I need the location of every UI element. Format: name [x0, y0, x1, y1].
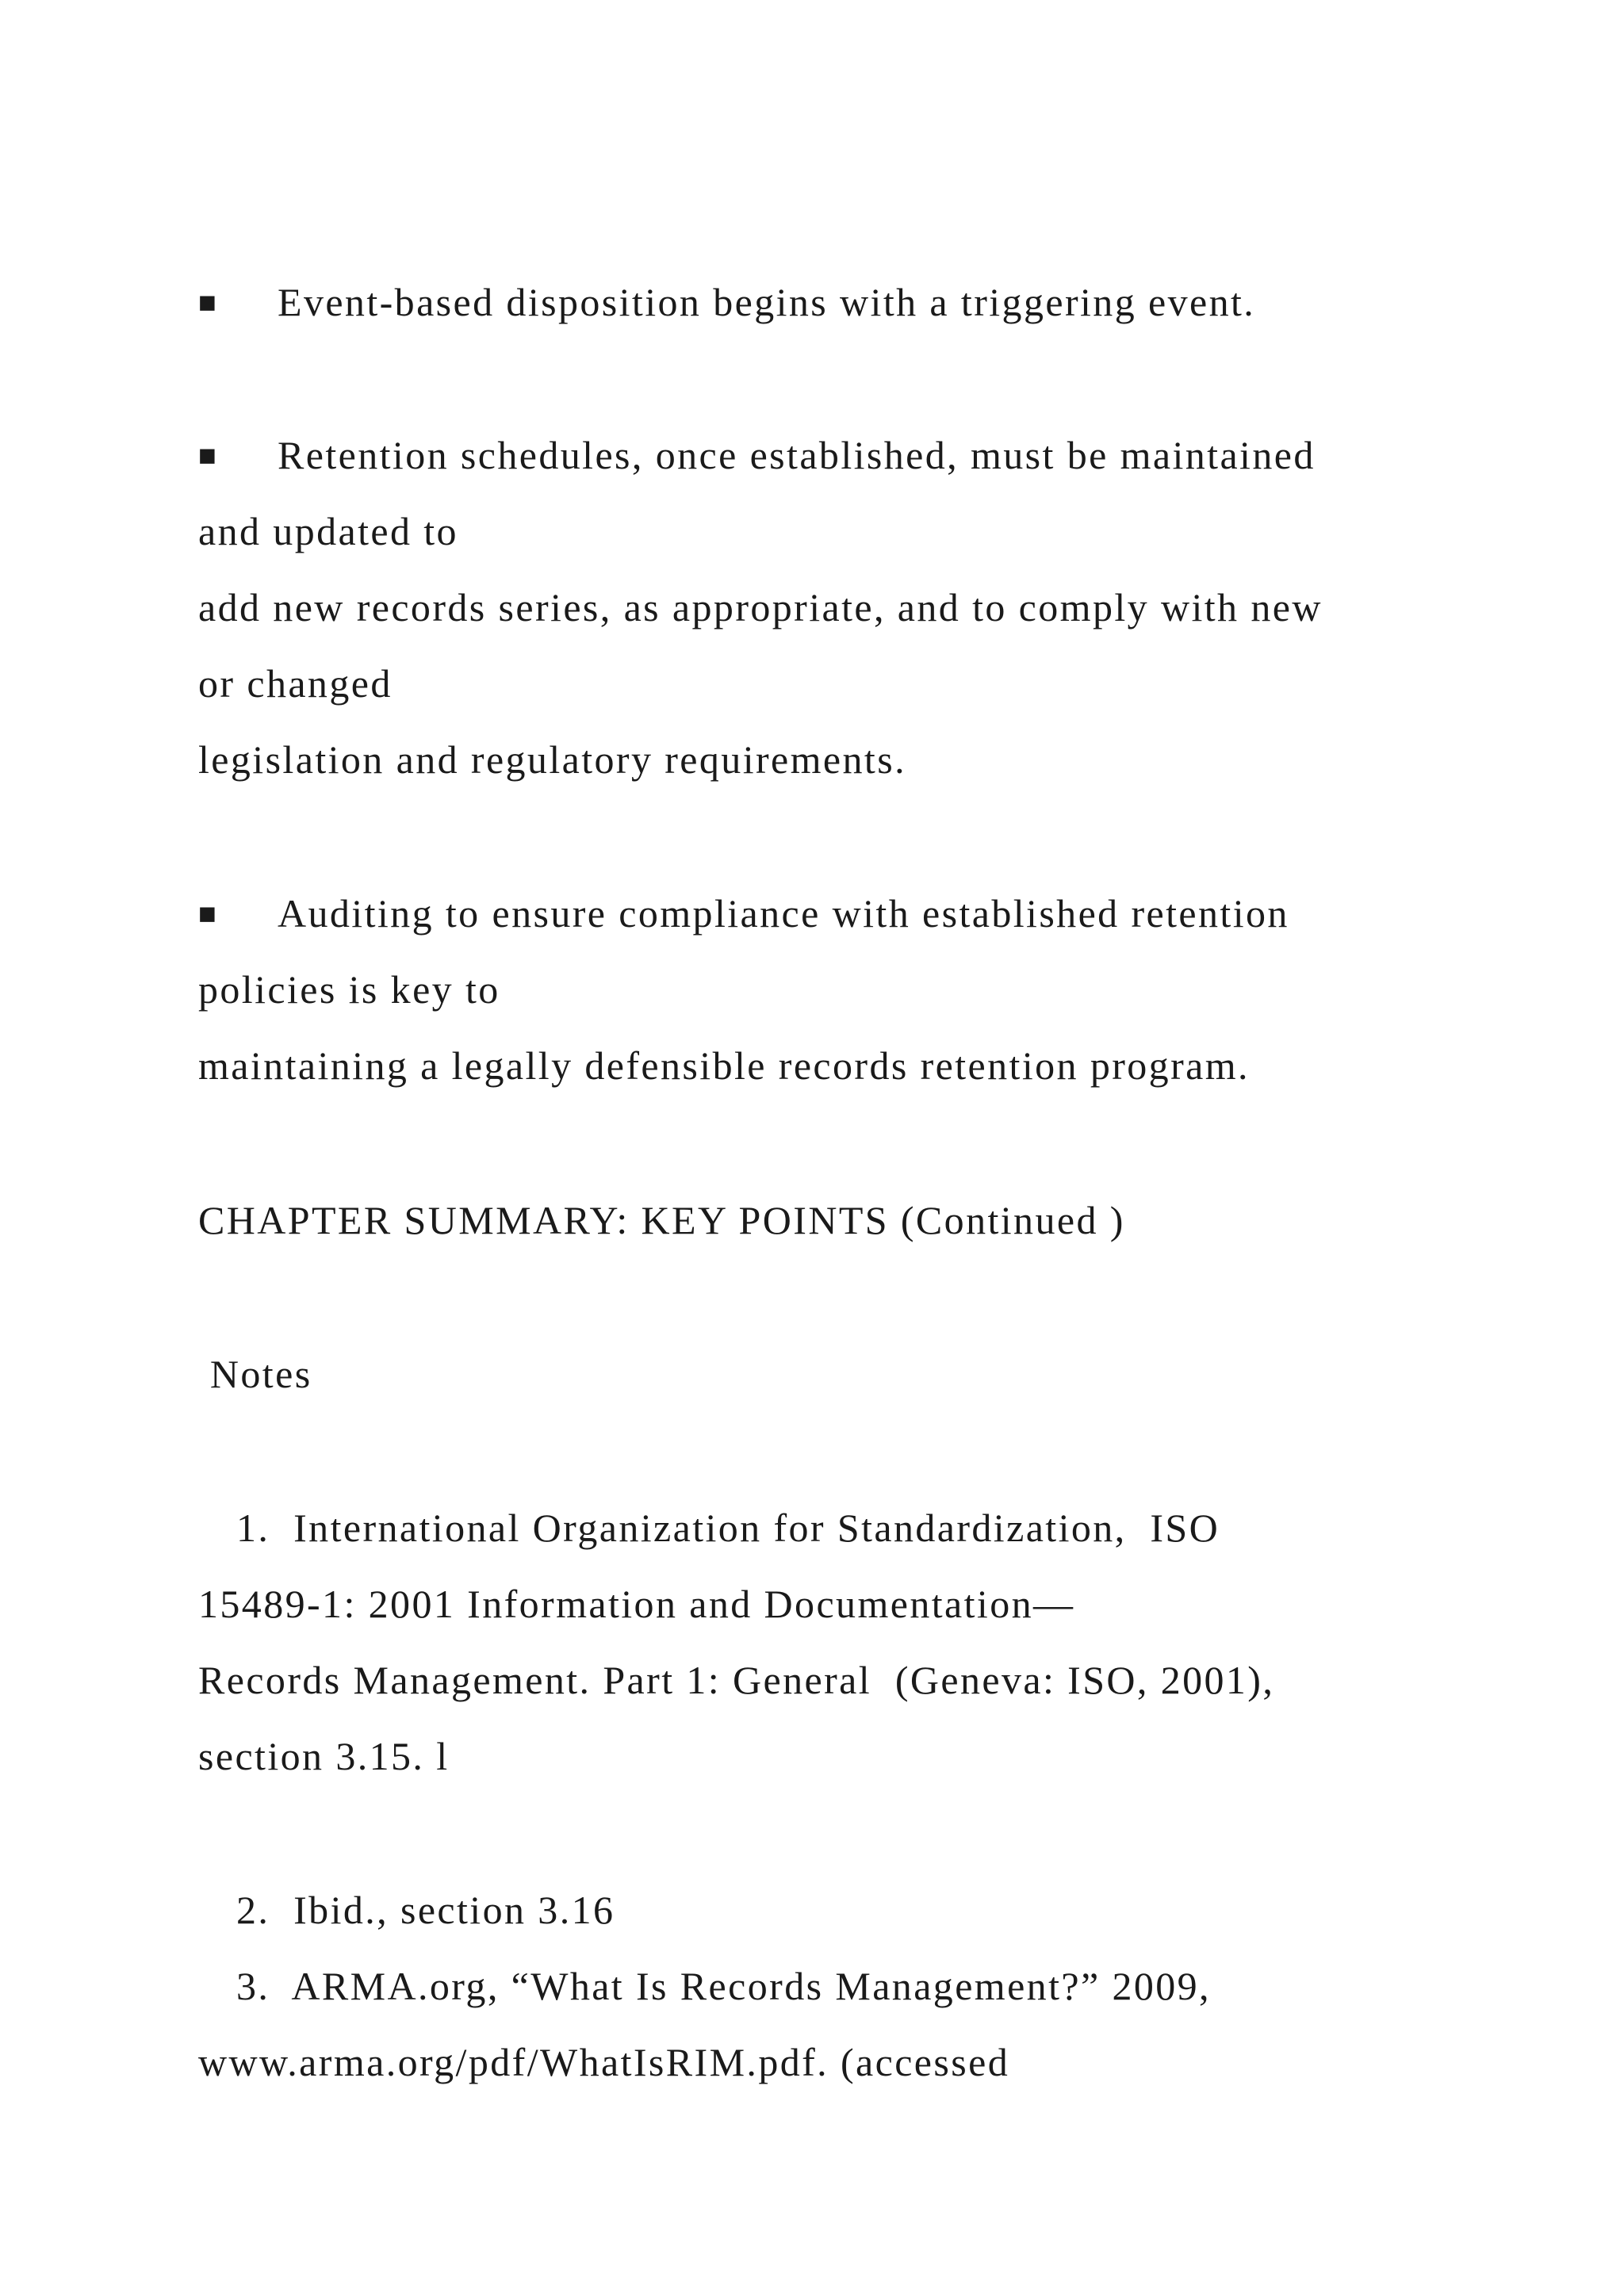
note-text: ARMA.org, “What Is Records Management?” 2009,: [291, 1964, 1211, 2008]
note-number: 2.: [236, 1888, 270, 1932]
bullet-square-icon: ■: [198, 439, 219, 473]
note-text: International Organization for Standardization, ISO: [293, 1506, 1220, 1550]
note-item: [236, 1966, 1211, 2006]
bullet-square-icon: ■: [198, 897, 219, 931]
note-number: 3.: [236, 1964, 270, 2008]
bullet-item: [198, 891, 1289, 936]
chapter-summary-heading: CHAPTER SUMMARY: KEY POINTS (Continued ): [198, 1198, 1125, 1242]
bullet-text: Event-based disposition begins with a triggering event.: [278, 280, 1256, 324]
bullet-text: Retention schedules, once established, must be maintained: [278, 433, 1316, 477]
note-item: [236, 1890, 615, 1930]
note-text-line: Records Management. Part 1: General (Geneva: ISO, 2001),: [198, 1658, 1275, 1702]
bullet-text-line: maintaining a legally defensible records retention program.: [198, 1043, 1250, 1088]
bullet-text: Auditing to ensure compliance with established retention: [278, 891, 1289, 936]
bullet-item: [198, 282, 1255, 322]
bullet-item: [198, 435, 1316, 475]
note-number: 1.: [236, 1506, 270, 1550]
bullet-text-line: legislation and regulatory requirements.: [198, 737, 906, 782]
note-text: Ibid., section 3.16: [293, 1888, 615, 1932]
bullet-text-line: policies is key to: [198, 967, 500, 1012]
bullet-text-line: or changed: [198, 661, 393, 706]
notes-heading: Notes: [198, 1352, 312, 1396]
note-item: [236, 1508, 1220, 1548]
note-text-line: 15489-1: 2001 Information and Documentation—: [198, 1582, 1075, 1626]
bullet-square-icon: ■: [198, 286, 219, 320]
note-text-line: section 3.15. l: [198, 1734, 450, 1778]
bullet-text-line: and updated to: [198, 509, 458, 553]
bullet-text-line: add new records series, as appropriate, and to comply with new: [198, 585, 1323, 629]
note-text-line: www.arma.org/pdf/WhatIsRIM.pdf. (accessed: [198, 2040, 1010, 2084]
